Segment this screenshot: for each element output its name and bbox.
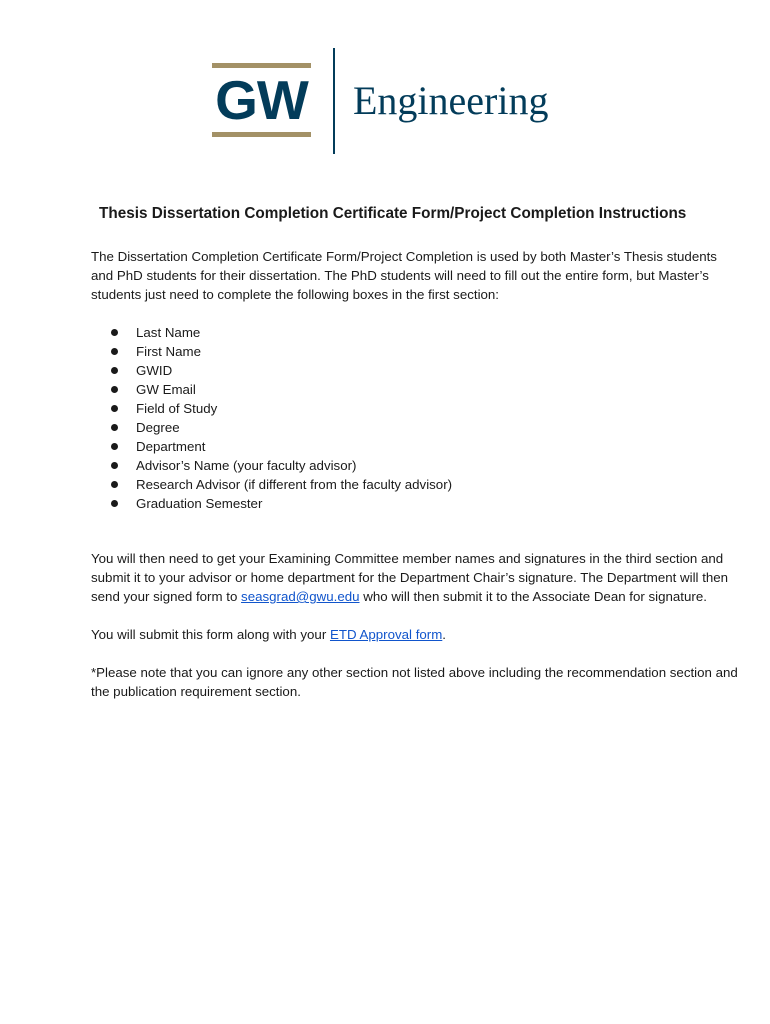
list-item: First Name xyxy=(136,342,741,361)
logo-school-name: Engineering xyxy=(353,78,549,123)
list-item: Advisor’s Name (your faculty advisor) xyxy=(136,456,741,475)
list-item: Field of Study xyxy=(136,399,741,418)
submit-text-before: You will submit this form along with your xyxy=(91,627,330,642)
submit-paragraph xyxy=(91,625,741,644)
committee-paragraph xyxy=(91,549,741,606)
list-item: Last Name xyxy=(136,323,741,342)
seasgrad-email-link[interactable]: seasgrad@gwu.edu xyxy=(241,589,360,604)
etd-approval-form-link[interactable]: ETD Approval form xyxy=(329,627,443,642)
note-paragraph: *Please note that you can ignore any other section not listed above including the recommendation section and the publication requirement section. xyxy=(91,665,738,699)
submit-text-after: . xyxy=(442,627,446,642)
document-body xyxy=(91,203,741,701)
gw-engineering-logo xyxy=(212,48,572,154)
committee-text-after: who will then submit it to the Associate Dean for signature. xyxy=(359,589,707,604)
list-item: GW Email xyxy=(136,380,741,399)
logo-top-bar xyxy=(212,63,311,68)
document-title: Thesis Dissertation Completion Certificate Form/Project Completion Instructions xyxy=(99,205,687,222)
intro-paragraph: The Dissertation Completion Certificate Form/Project Completion is used by both Master’s Thesis students and PhD students for their dissertation. The PhD students will need to fill out the entire form, but Master’s students just need to complete the following boxes in the first section: xyxy=(91,249,717,302)
list-item: GWID xyxy=(136,361,741,380)
list-item: Department xyxy=(136,437,741,456)
logo-divider xyxy=(333,48,335,154)
committee-text-before: You will then need to get your Examining Committee member names and signatures in the third section and submit it to your advisor or home department for the Department Chair’s signature. The Department will then send your signed form to xyxy=(91,551,729,604)
required-boxes-list xyxy=(91,323,741,513)
logo-bottom-bar xyxy=(212,132,311,137)
list-item: Research Advisor (if different from the faculty advisor) xyxy=(136,475,741,494)
list-item: Degree xyxy=(136,418,741,437)
list-item: Graduation Semester xyxy=(136,494,741,513)
logo-gw-text: GW xyxy=(215,69,308,131)
